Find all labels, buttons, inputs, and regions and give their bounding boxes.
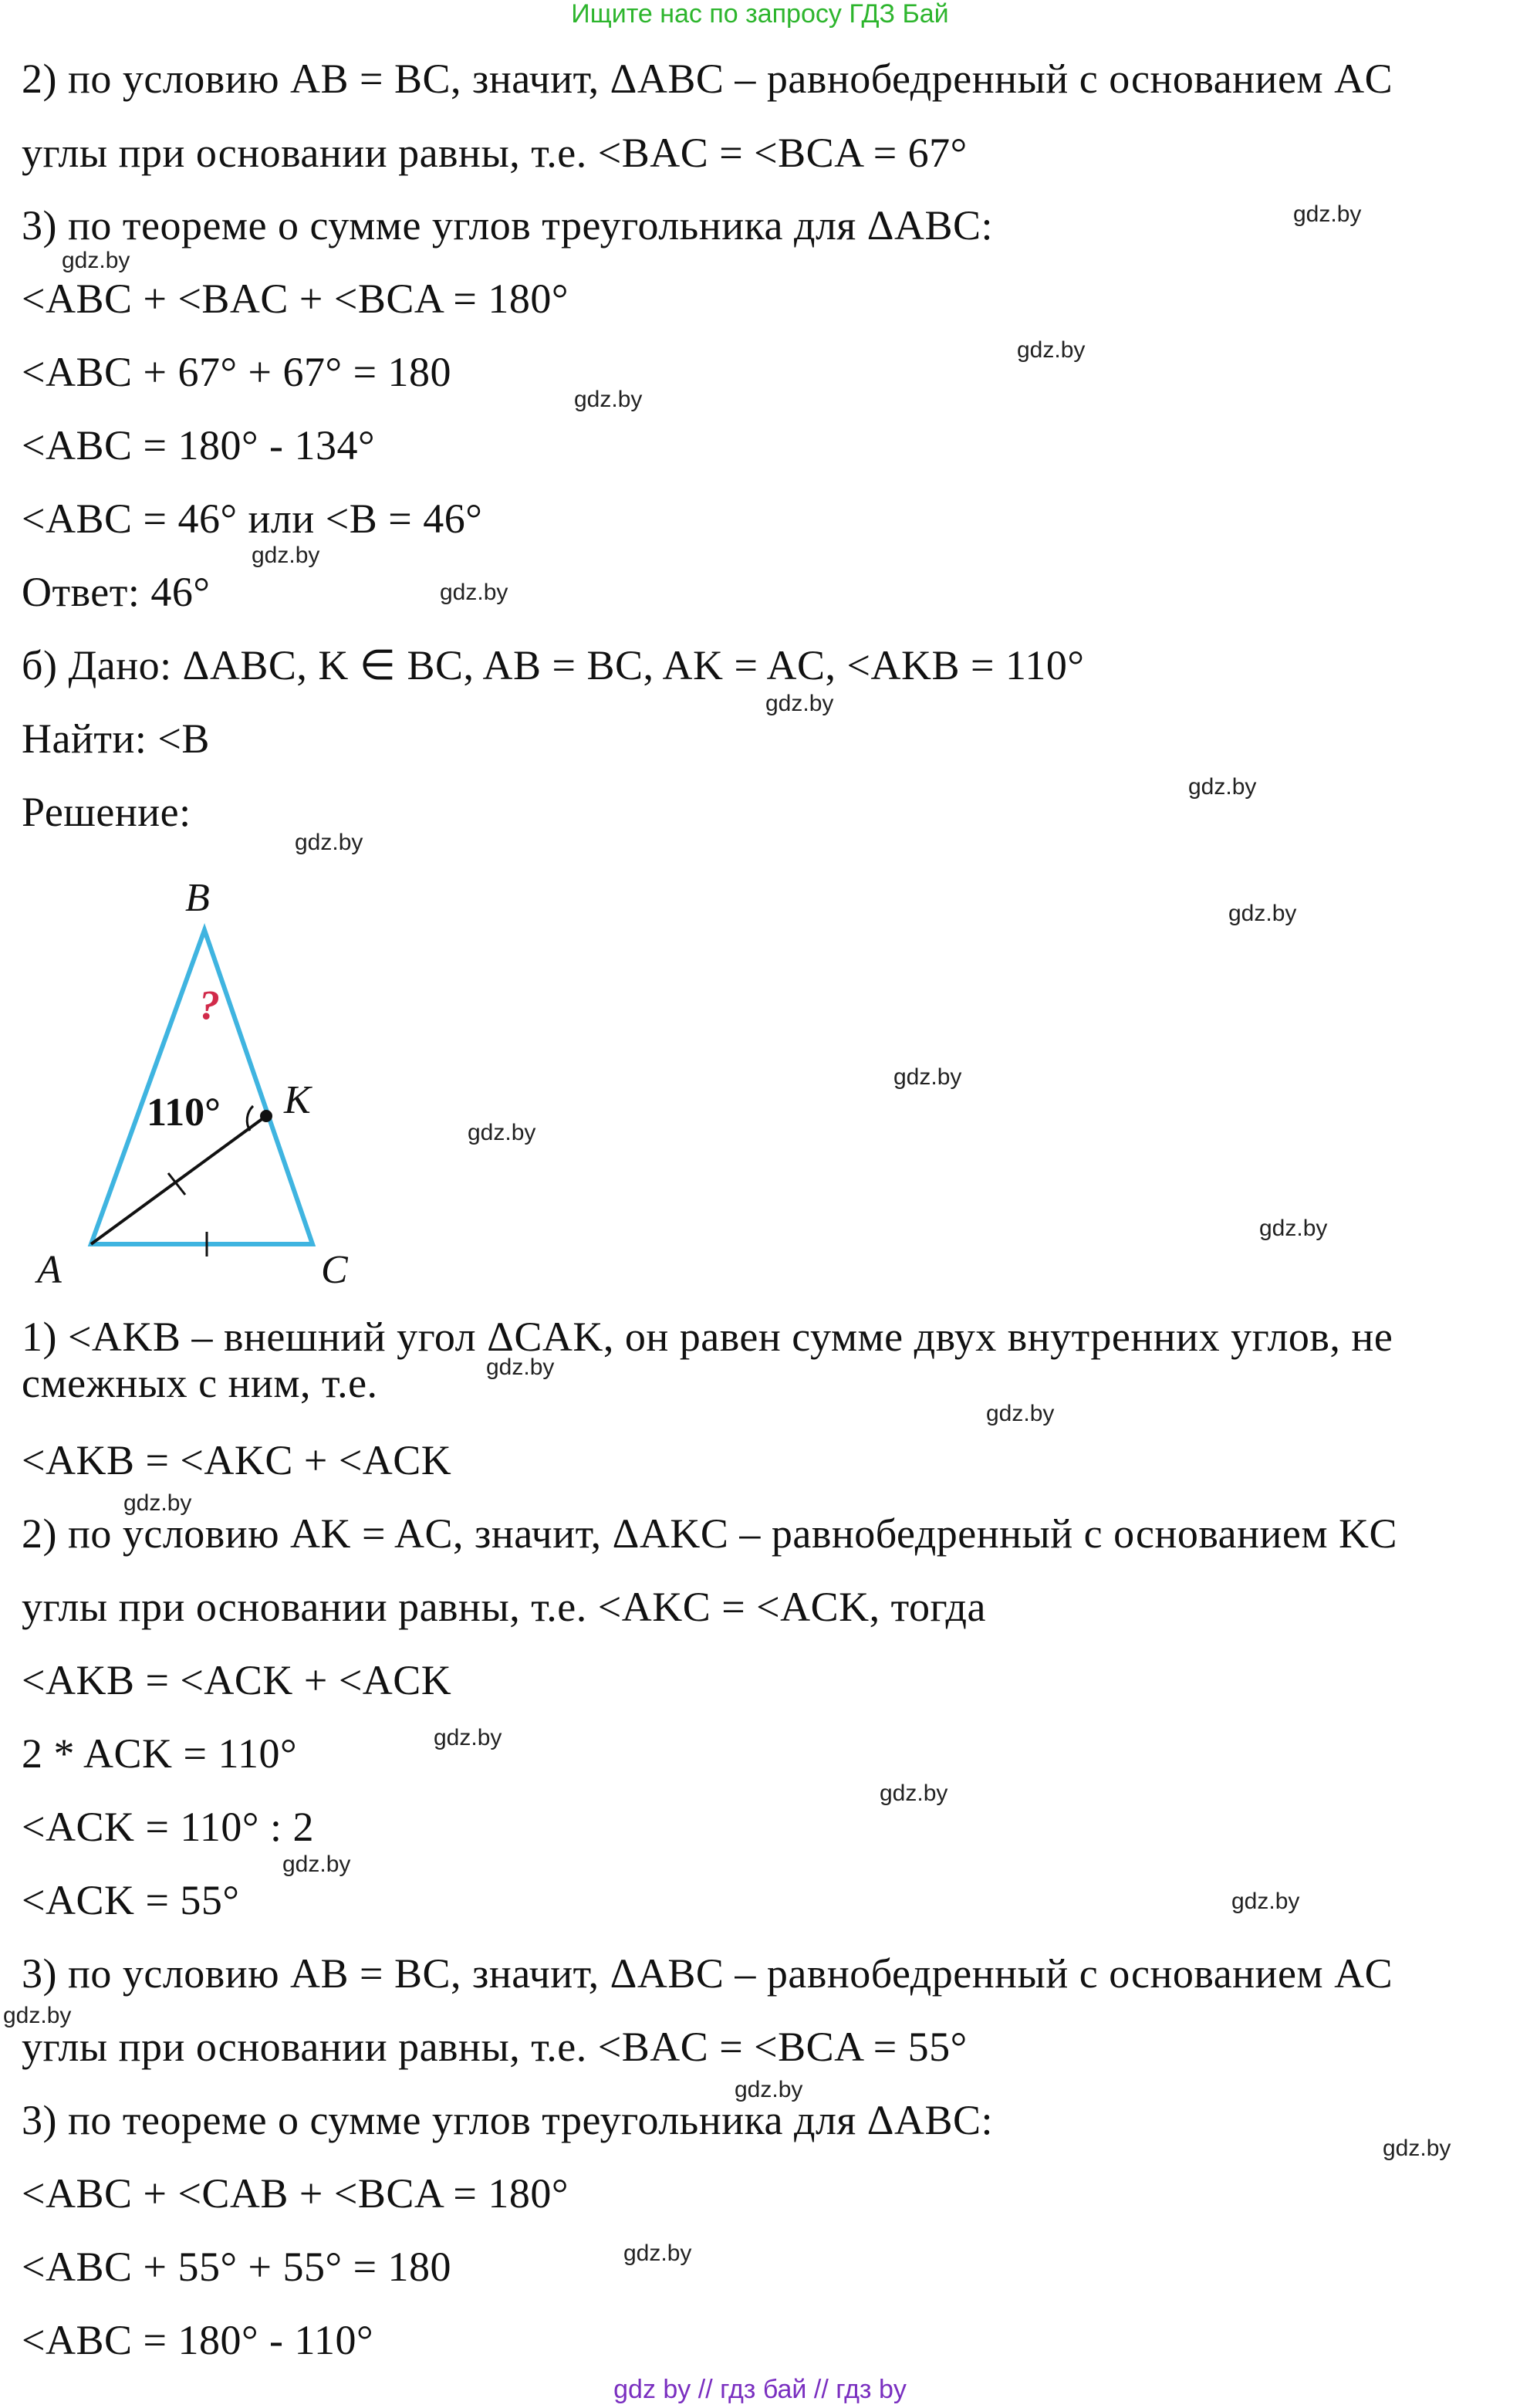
watermark: gdz.by — [623, 2241, 692, 2266]
solution-line: <ABC = 180° - 134° — [22, 422, 376, 468]
triangle-diagram — [31, 864, 370, 1297]
watermark: gdz.by — [62, 248, 130, 273]
watermark: gdz.by — [1017, 337, 1086, 363]
watermark: gdz.by — [440, 580, 508, 605]
vertex-label-c: C — [321, 1248, 348, 1292]
vertex-label-k: K — [284, 1078, 311, 1122]
watermark: gdz.by — [880, 1781, 948, 1806]
watermark: gdz.by — [486, 1354, 555, 1380]
watermark: gdz.by — [1188, 774, 1257, 800]
watermark: gdz.by — [3, 2003, 72, 2028]
solution-line: 3) по теореме о сумме углов треугольника для ΔABC: — [22, 202, 994, 249]
solution-line: 3) по условию AB = BC, значит, ΔABC – равнобедренный с основанием AC — [22, 1950, 1393, 1997]
solution-line: <ABC + <BAC + <BCA = 180° — [22, 276, 569, 322]
watermark: gdz.by — [1231, 1889, 1300, 1914]
watermark: gdz.by — [282, 1852, 351, 1877]
point-k — [260, 1110, 272, 1122]
watermark: gdz.by — [1228, 901, 1297, 926]
solution-line: <ABC = 46° или <B = 46° — [22, 495, 483, 542]
watermark: gdz.by — [1293, 201, 1362, 227]
triangle-figure — [31, 864, 370, 1297]
question-mark: ? — [199, 982, 220, 1028]
segment-ak — [91, 1116, 266, 1244]
solution-line: 3) по теореме о сумме углов треугольника для ΔABC: — [22, 2097, 994, 2143]
solution-line: 2) по условию AB = BC, значит, ΔABC – равнобедренный с основанием AC — [22, 56, 1393, 102]
watermark: gdz.by — [765, 691, 834, 716]
vertex-label-a: A — [37, 1248, 62, 1292]
angle-label: 110° — [147, 1091, 221, 1135]
watermark: gdz.by — [1383, 2136, 1451, 2161]
vertex-label-b: B — [185, 876, 210, 920]
solution-line: <ABC = 180° - 110° — [22, 2317, 374, 2363]
watermark: gdz.by — [574, 387, 643, 412]
watermark: gdz.by — [735, 2077, 803, 2102]
footer-links[interactable]: gdz by // гдз бай // гдз by — [613, 2375, 907, 2404]
answer-line: Ответ: 46° — [22, 569, 211, 615]
watermark: gdz.by — [295, 830, 363, 855]
solution-line: 2 * ACK = 110° — [22, 1730, 298, 1777]
solution-line: <AKB = <AKC + <ACK — [22, 1437, 452, 1483]
solution-line: <AKB = <ACK + <ACK — [22, 1657, 452, 1703]
triangle-abc — [91, 930, 312, 1244]
solution-line: углы при основании равны, т.е. <BAC = <BCA = 67° — [22, 130, 968, 176]
solution-line: <ABC + 55° + 55° = 180 — [22, 2244, 452, 2290]
given-line: б) Дано: ΔABC, K ∈ BC, AB = BC, AK = AC, <AKB = 110° — [22, 642, 1085, 688]
solution-line: <ACK = 55° — [22, 1877, 240, 1923]
solution-line: 2) по условию AK = AC, значит, ΔAKC – равнобедренный с основанием KC — [22, 1510, 1398, 1557]
watermark: gdz.by — [468, 1120, 536, 1145]
solution-line: <ACK = 110° : 2 — [22, 1804, 315, 1850]
find-line: Найти: <B — [22, 715, 210, 762]
solution-line: <ABC + 67° + 67° = 180 — [22, 349, 452, 395]
watermark: gdz.by — [986, 1401, 1055, 1426]
solution-line: углы при основании равны, т.е. <BAC = <BCA = 55° — [22, 2024, 968, 2070]
solution-line: 1) <AKB – внешний угол ΔCAK, он равен сумме двух внутренних углов, не смежных с ним, т.е. — [22, 1314, 1393, 1406]
solution-line: углы при основании равны, т.е. <AKC = <ACK, тогда — [22, 1584, 986, 1630]
watermark: gdz.by — [123, 1490, 192, 1516]
solution-heading: Решение: — [22, 789, 191, 835]
watermark: gdz.by — [434, 1725, 502, 1750]
watermark: gdz.by — [1259, 1216, 1328, 1241]
top-banner: Ищите нас по запросу ГДЗ Бай — [571, 0, 949, 29]
solution-line: <ABC + <CAB + <BCA = 180° — [22, 2170, 569, 2217]
watermark: gdz.by — [252, 543, 320, 568]
watermark: gdz.by — [893, 1064, 962, 1090]
